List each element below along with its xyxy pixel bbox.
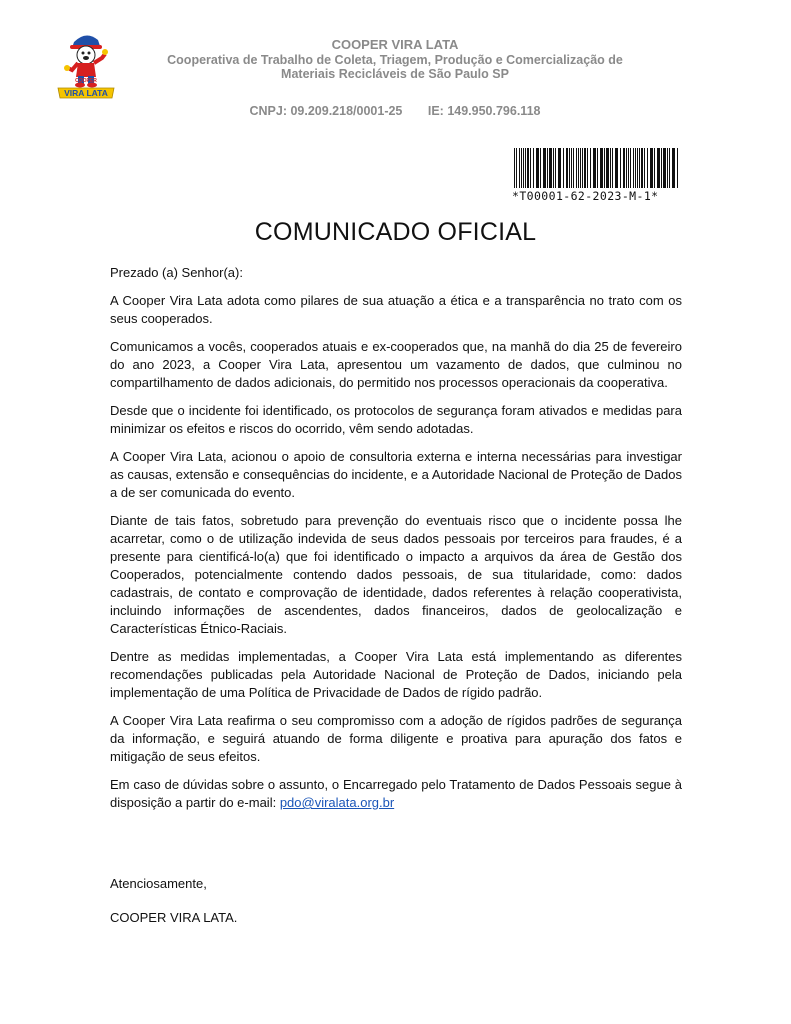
signoff: [110, 875, 237, 943]
barcode-bar: [587, 148, 588, 188]
barcode-bar: [569, 148, 570, 188]
barcode-bar: [597, 148, 598, 188]
barcode-code: *T00001-62-2023-M-1*: [512, 189, 659, 203]
barcode-bar: [584, 148, 586, 188]
barcode-bar: [637, 148, 638, 188]
paragraph: Dentre as medidas implementadas, a Cooper Vira Lata está implementando as diferentes recomendações publicadas pela Autoridade Nacional de Proteção de Dados, iniciando pela implementação de uma Política de Privacidade de Dados de rígido padrão.: [110, 649, 682, 700]
barcode-bar: [571, 148, 572, 188]
barcode-bar: [639, 148, 640, 188]
barcode-bar: [644, 148, 645, 188]
cnpj-number: CNPJ: 09.209.218/0001-25: [249, 103, 403, 118]
document-body: [110, 264, 682, 822]
barcode-bar: [566, 148, 568, 188]
document-title: COMUNICADO OFICIAL: [254, 218, 537, 246]
signature: COOPER VIRA LATA.: [110, 910, 238, 925]
org-subtitle-line-1: Cooperativa de Trabalho de Coleta, Triagem, Produção e Comercialização de: [167, 52, 623, 67]
barcode-bar: [612, 148, 613, 188]
barcode-bar: [677, 148, 678, 188]
barcode-bar: [610, 148, 611, 188]
barcode-icon: [512, 148, 684, 188]
document-barcode: [512, 148, 684, 203]
barcode-bar: [540, 148, 541, 188]
barcode-bar: [582, 148, 583, 188]
registration-ids: [140, 104, 650, 119]
barcode-bar: [650, 148, 653, 188]
barcode-bar: [630, 148, 631, 188]
contact-text: Em caso de dúvidas sobre o assunto, o Encarregado pelo Tratamento de Dados Pessoais segue à disposição a partir do e-mail:: [110, 777, 682, 810]
paragraph: A Cooper Vira Lata reafirma o seu compromisso com a adoção de rígidos padrões de segurança da informação, e seguirá atuando de forma diligente e proativa para apuração dos fatos e mitigação de seus efeitos.: [110, 713, 682, 764]
barcode-bar: [604, 148, 605, 188]
barcode-bar: [654, 148, 655, 188]
barcode-bar: [667, 148, 668, 188]
barcode-bar: [623, 148, 625, 188]
paragraph: Diante de tais fatos, sobretudo para prevenção do eventuais risco que o incidente possa lhe acarretar, como o de utilização indevida de seus dados pessoais por terceiros para fraudes, é a presente para cientificá-lo(a) que foi identificado o impacto a arquivos da área de Gestão dos Cooperados, potencialmente contendo dados pessoais, de sua titularidade, como: dados cadastrais, de contato e comprovação de identidade, dados referentes à relação cooperativista, incluindo informações de ascendentes, dados financeiros, dados de geolocalização e Características Étnico-Raciais.: [110, 513, 682, 636]
barcode-bar: [626, 148, 627, 188]
barcode-bar: [527, 148, 529, 188]
org-name: COOPER VIRA LATA: [331, 37, 459, 52]
barcode-bar: [578, 148, 579, 188]
barcode-bar: [553, 148, 554, 188]
barcode-bar: [536, 148, 539, 188]
barcode-bar: [580, 148, 581, 188]
paragraph: Comunicamos a vocês, cooperados atuais e ex-cooperados que, na manhã do dia 25 de fevereiro do ano 2023, a Cooper Vira Lata, apresentou um vazamento de dados, que culminou no compartilhamento de dados adicionais, do permitido nos processos operacionais da cooperativa.: [110, 339, 682, 390]
barcode-bar: [635, 148, 636, 188]
barcode-bar: [521, 148, 522, 188]
barcode-bar: [543, 148, 546, 188]
barcode-bar: [519, 148, 520, 188]
paragraph: A Cooper Vira Lata adota como pilares de sua atuação a ética e a transparência no trato com os seus cooperados.: [110, 293, 682, 326]
barcode-bar: [547, 148, 548, 188]
letterhead: [140, 38, 650, 118]
contact-email-link[interactable]: pdo@viralata.org.br: [279, 795, 395, 810]
barcode-bar: [669, 148, 670, 188]
barcode-bar: [523, 148, 524, 188]
barcode-bar: [647, 148, 648, 188]
cooper-vira-lata-logo: [56, 30, 116, 100]
barcode-bar: [641, 148, 643, 188]
barcode-bar: [563, 148, 564, 188]
greeting: Prezado (a) Senhor(a):: [110, 265, 243, 280]
closing: Atenciosamente,: [110, 876, 207, 891]
barcode-bar: [549, 148, 552, 188]
barcode-bar: [555, 148, 556, 188]
logo-text: VIRA LATA: [64, 88, 108, 98]
barcode-bar: [628, 148, 629, 188]
barcode-bar: [672, 148, 675, 188]
barcode-bar: [576, 148, 577, 188]
barcode-bar: [516, 148, 517, 188]
barcode-bar: [573, 148, 574, 188]
ie-number: IE: 149.950.796.118: [427, 103, 541, 118]
paragraph: Desde que o incidente foi identificado, os protocolos de segurança foram ativados e medidas para minimizar os efeitos e riscos do ocorrido, vêm sendo adotadas.: [110, 403, 682, 436]
barcode-bar: [661, 148, 662, 188]
barcode-bar: [590, 148, 591, 188]
barcode-bar: [620, 148, 621, 188]
barcode-bar: [525, 148, 526, 188]
barcode-bar: [606, 148, 609, 188]
barcode-bar: [558, 148, 561, 188]
org-subtitle-line-2: Materiais Recicláveis de São Paulo SP: [281, 67, 509, 81]
barcode-bar: [663, 148, 666, 188]
barcode-bar: [530, 148, 531, 188]
barcode-bar: [633, 148, 634, 188]
logo-small-text: COOPER: [75, 78, 97, 84]
barcode-bar: [657, 148, 660, 188]
barcode-bar: [600, 148, 603, 188]
contact-paragraph: [110, 776, 682, 812]
barcode-bar: [533, 148, 534, 188]
barcode-bar: [615, 148, 618, 188]
barcode-bar: [514, 148, 515, 188]
barcode-bar: [593, 148, 596, 188]
paragraph: A Cooper Vira Lata, acionou o apoio de consultoria externa e interna necessárias para investigar as causas, extensão e consequências do incidente, e a Autoridade Nacional de Proteção de Dados a de ser comunicada do evento.: [110, 449, 682, 500]
